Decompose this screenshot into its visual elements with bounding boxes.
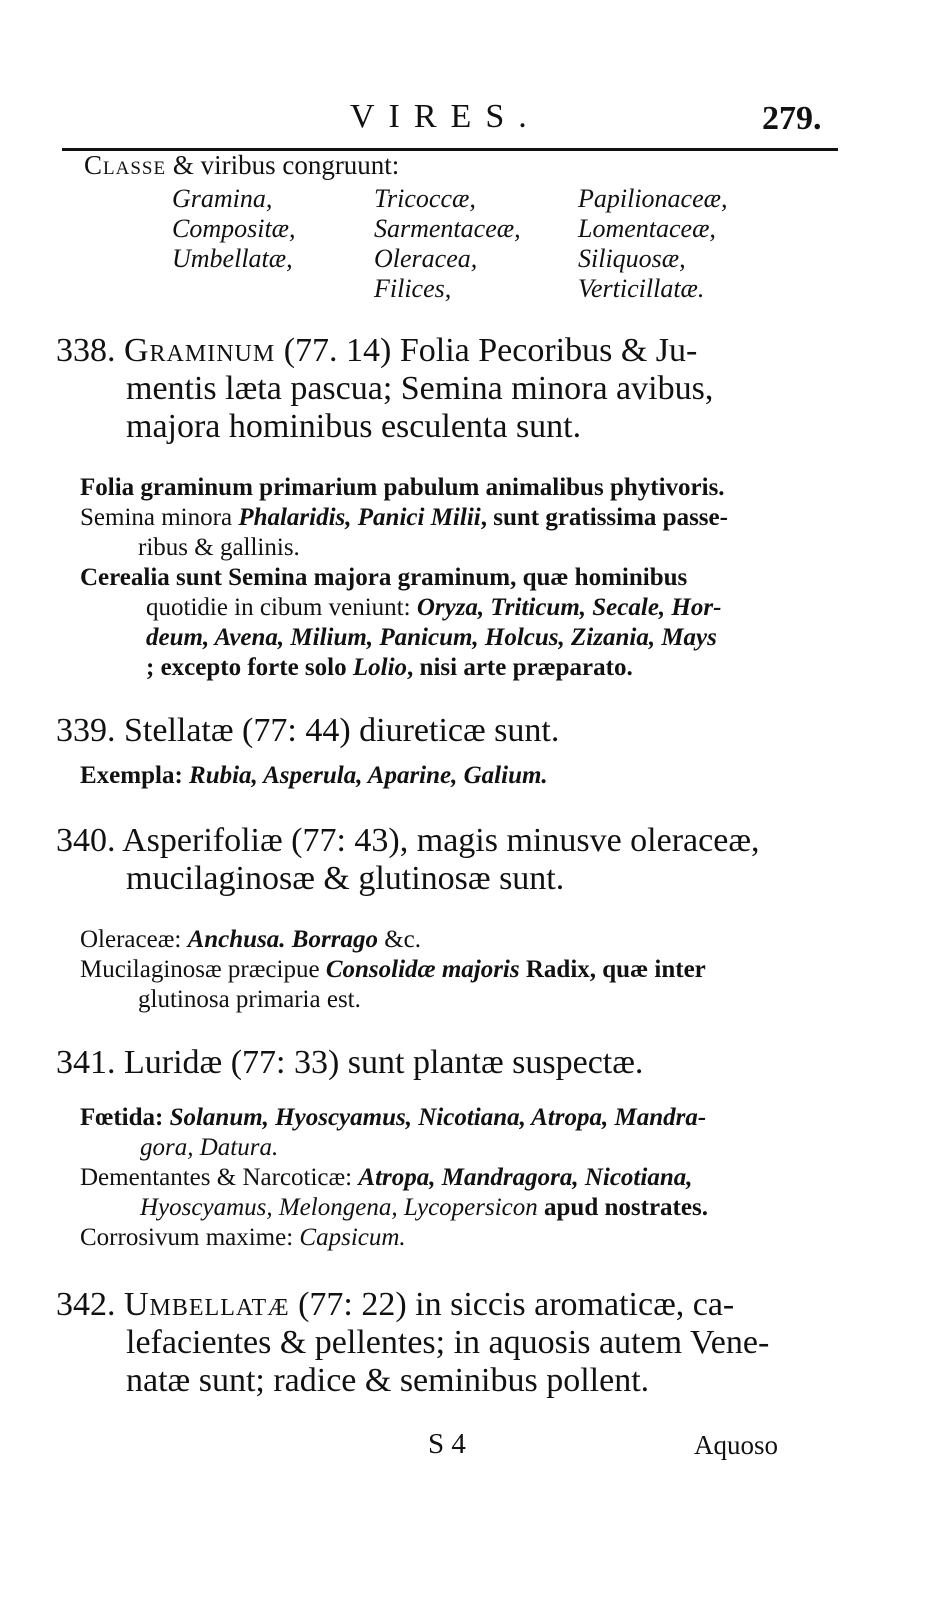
class-item: Oleracea,: [374, 244, 478, 273]
section-340-note: glutinosa primaria est.: [138, 986, 361, 1013]
class-item: Sarmentaceæ,: [374, 214, 521, 243]
section-338-line: 338. Graminum (77. 14) Folia Pecoribus & Ju-: [56, 332, 698, 369]
signature-mark: S 4: [428, 1428, 466, 1460]
section-341-note: Corrosivum maxime: Capsicum.: [80, 1224, 406, 1251]
section-340-note: Mucilaginosæ præcipue Consolidæ majoris Radix, quæ inter: [80, 956, 706, 983]
section-340-line: mucilaginosæ & glutinosæ sunt.: [126, 860, 565, 897]
section-338-note: quotidie in cibum veniunt: Oryza, Triticum, Secale, Hor-: [146, 594, 722, 621]
section-339-note: Exempla: Rubia, Asperula, Aparine, Galium.: [80, 762, 548, 789]
section-number: 340.: [56, 822, 116, 859]
class-item: Verticillatæ.: [578, 274, 705, 303]
section-338-note: Cerealia sunt Semina majora graminum, quæ hominibus: [80, 564, 688, 591]
section-number: 339.: [56, 712, 116, 749]
section-338-note: deum, Avena, Milium, Panicum, Holcus, Zizania, Mays: [146, 624, 717, 651]
catchword: Aquoso: [694, 1430, 779, 1460]
classes-heading: Classe & viribus congruunt:: [84, 150, 400, 180]
section-341-note: Hyoscyamus, Melongena, Lycopersicon apud nostrates.: [140, 1194, 708, 1221]
section-340-line: 340. Asperifoliæ (77: 43), magis minusve oleraceæ,: [56, 822, 760, 859]
section-339-line: 339. Stellatæ (77: 44) diureticæ sunt.: [56, 712, 560, 749]
section-338-note: ; excepto forte solo Lolio, nisi arte præparato.: [146, 654, 633, 681]
class-item: Compositæ,: [172, 214, 296, 243]
section-338-line: majora hominibus esculenta sunt.: [126, 408, 582, 445]
class-item: Lomentaceæ,: [578, 214, 716, 243]
section-341-note: gora, Datura.: [140, 1134, 279, 1161]
class-item: Siliquosæ,: [578, 244, 686, 273]
section-number: 338.: [56, 332, 116, 369]
class-item: Gramina,: [172, 184, 273, 213]
section-342-line: lefacientes & pellentes; in aquosis autem Vene-: [126, 1324, 770, 1361]
page-number: 279.: [762, 100, 822, 137]
section-341-line: 341. Luridæ (77: 33) sunt plantæ suspectæ.: [56, 1044, 644, 1081]
section-342-line: natæ sunt; radice & seminibus pollent.: [126, 1362, 650, 1399]
class-item: Papilionaceæ,: [578, 184, 728, 213]
section-338-note: ribus & gallinis.: [138, 534, 300, 561]
section-title: Graminum: [124, 332, 276, 369]
section-340-note: Oleraceæ: Anchusa. Borrago &c.: [80, 926, 421, 953]
section-number: 341.: [56, 1044, 116, 1081]
section-title: Umbellatæ: [124, 1286, 290, 1323]
running-title: VIRES.: [350, 98, 541, 135]
class-item: Umbellatæ,: [172, 244, 293, 273]
class-item: Tricoccæ,: [374, 184, 476, 213]
section-number: 342.: [56, 1286, 116, 1323]
section-338-line: mentis læta pascua; Semina minora avibus,: [126, 370, 714, 407]
section-341-note: Fœtida: Solanum, Hyoscyamus, Nicotiana, Atropa, Mandra-: [80, 1104, 707, 1131]
section-342-line: 342. Umbellatæ (77: 22) in siccis aromaticæ, ca-: [56, 1286, 735, 1323]
class-item: Filices,: [374, 274, 452, 303]
section-341-note: Dementantes & Narcoticæ: Atropa, Mandragora, Nicotiana,: [80, 1164, 693, 1191]
section-338-note: Semina minora Phalaridis, Panici Milii, sunt gratissima passe-: [80, 504, 728, 531]
section-338-note: Folia graminum primarium pabulum animalibus phytivoris.: [80, 474, 725, 501]
